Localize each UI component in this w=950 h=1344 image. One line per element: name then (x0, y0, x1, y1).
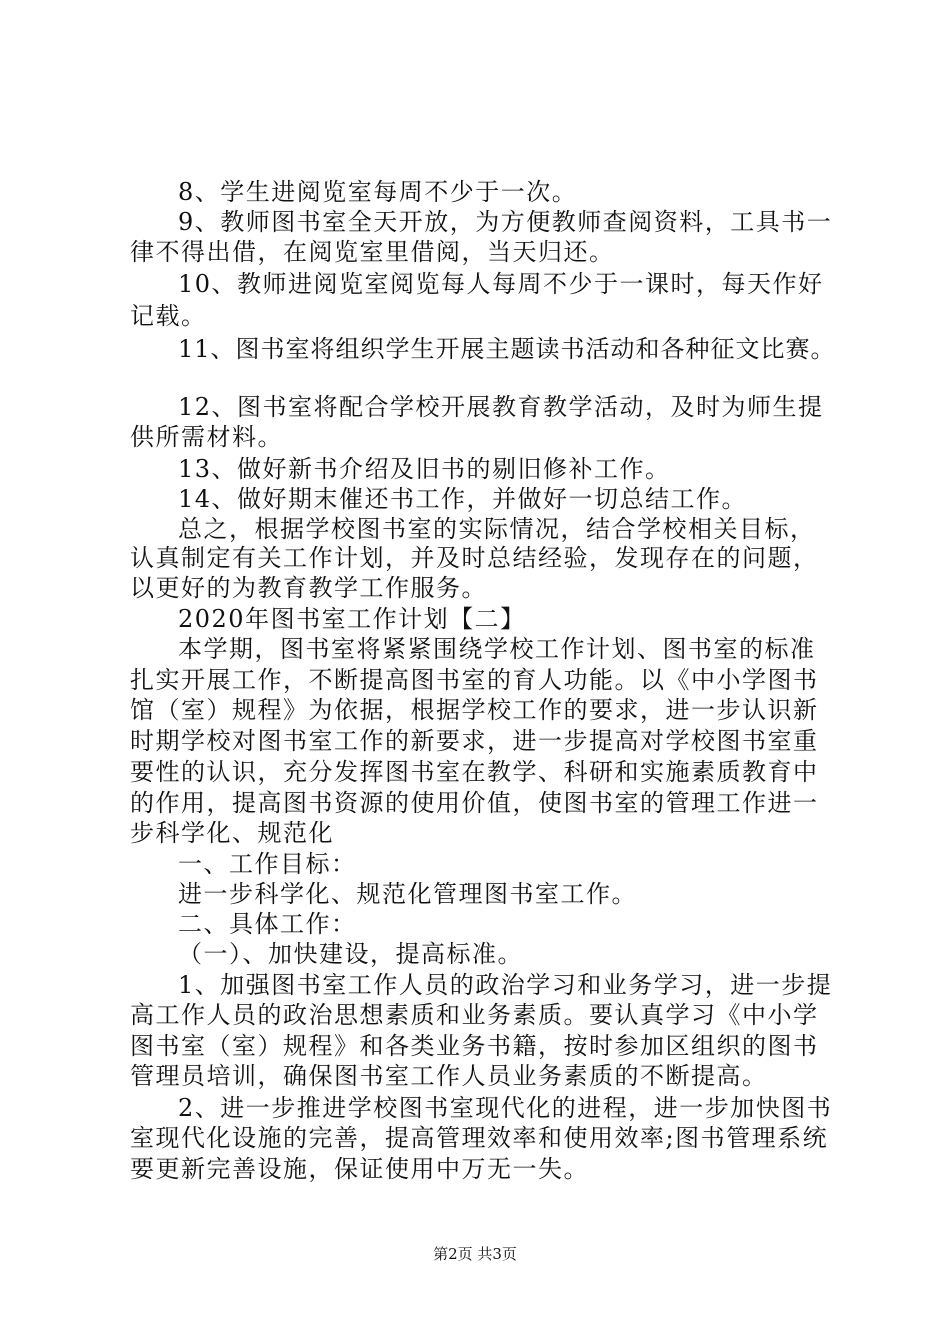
text-line: 律不得出借，在阅览室里借阅，当天归还。 (130, 238, 615, 266)
section-title: 2020年图书室工作计划【二】 (178, 605, 526, 633)
text-line: 12、图书室将配合学校开展教育教学活动，及时为师生提 (178, 393, 824, 421)
text-line: 时期学校对图书室工作的新要求，进一步提高对学校图书室重 (130, 727, 819, 755)
text-line: 9、教师图书室全天开放，为方便教师查阅资料，工具书一 (178, 208, 833, 236)
text-line: 1、加强图书室工作人员的政治学习和业务学习，进一步提 (178, 971, 833, 999)
heading-line: 二、具体工作： (178, 910, 357, 938)
text-line: 记载。 (130, 302, 207, 330)
text-line: 11、图书室将组织学生开展主题读书活动和各种征文比赛。 (178, 335, 836, 363)
text-line: 认真制定有关工作计划，并及时总结经验，发现存在的问题， (130, 544, 819, 572)
text-line: 的作用，提高图书资源的使用价值，使图书室的管理工作进一 (130, 789, 819, 817)
text-line: 管理员培训，确保图书室工作人员业务素质的不断提高。 (130, 1062, 768, 1090)
text-line: 高工作人员的政治思想素质和业务素质。要认真学习《中小学 (130, 1001, 819, 1029)
text-line: 扎实开展工作，不断提高图书室的育人功能。以《中小学图书 (130, 666, 819, 694)
text-line: 8、学生进阅览室每周不少于一次。 (178, 178, 578, 206)
subheading-line: （一）、加快建设，提高标准。 (178, 940, 523, 968)
text-line: 要性的认识，充分发挥图书室在教学、科研和实施素质教育中 (130, 758, 819, 786)
heading-line: 一、工作目标： (178, 850, 357, 878)
text-line: 10、教师进阅览室阅览每人每周不少于一课时，每天作好 (178, 270, 824, 298)
text-line: 14、做好期末催还书工作，并做好一切总结工作。 (178, 485, 748, 513)
text-line: 本学期，图书室将紧紧围绕学校工作计划、图书室的标准 (178, 635, 816, 663)
text-line: 以更好的为教育教学工作服务。 (130, 574, 487, 602)
text-line: 图书室（室）规程》和各类业务书籍，按时参加区组织的图书 (130, 1032, 819, 1060)
text-line: 总之，根据学校图书室的实际情况，结合学校相关目标， (178, 515, 816, 543)
text-line: 13、做好新书介绍及旧书的剔旧修补工作。 (178, 455, 671, 483)
page-footer: 第2页 共3页 (433, 1245, 517, 1263)
text-line: 2、进一步推进学校图书室现代化的进程，进一步加快图书 (178, 1094, 833, 1122)
text-line: 室现代化设施的完善，提高管理效率和使用效率;图书管理系统 (130, 1124, 829, 1152)
text-line: 要更新完善设施，保证使用中万无一失。 (130, 1155, 589, 1183)
text-line: 馆（室）规程》为依据，根据学校工作的要求，进一步认识新 (130, 696, 819, 724)
text-line: 步科学化、规范化 (130, 819, 334, 847)
text-line: 进一步科学化、规范化管理图书室工作。 (178, 880, 637, 908)
text-line: 供所需材料。 (130, 423, 283, 451)
